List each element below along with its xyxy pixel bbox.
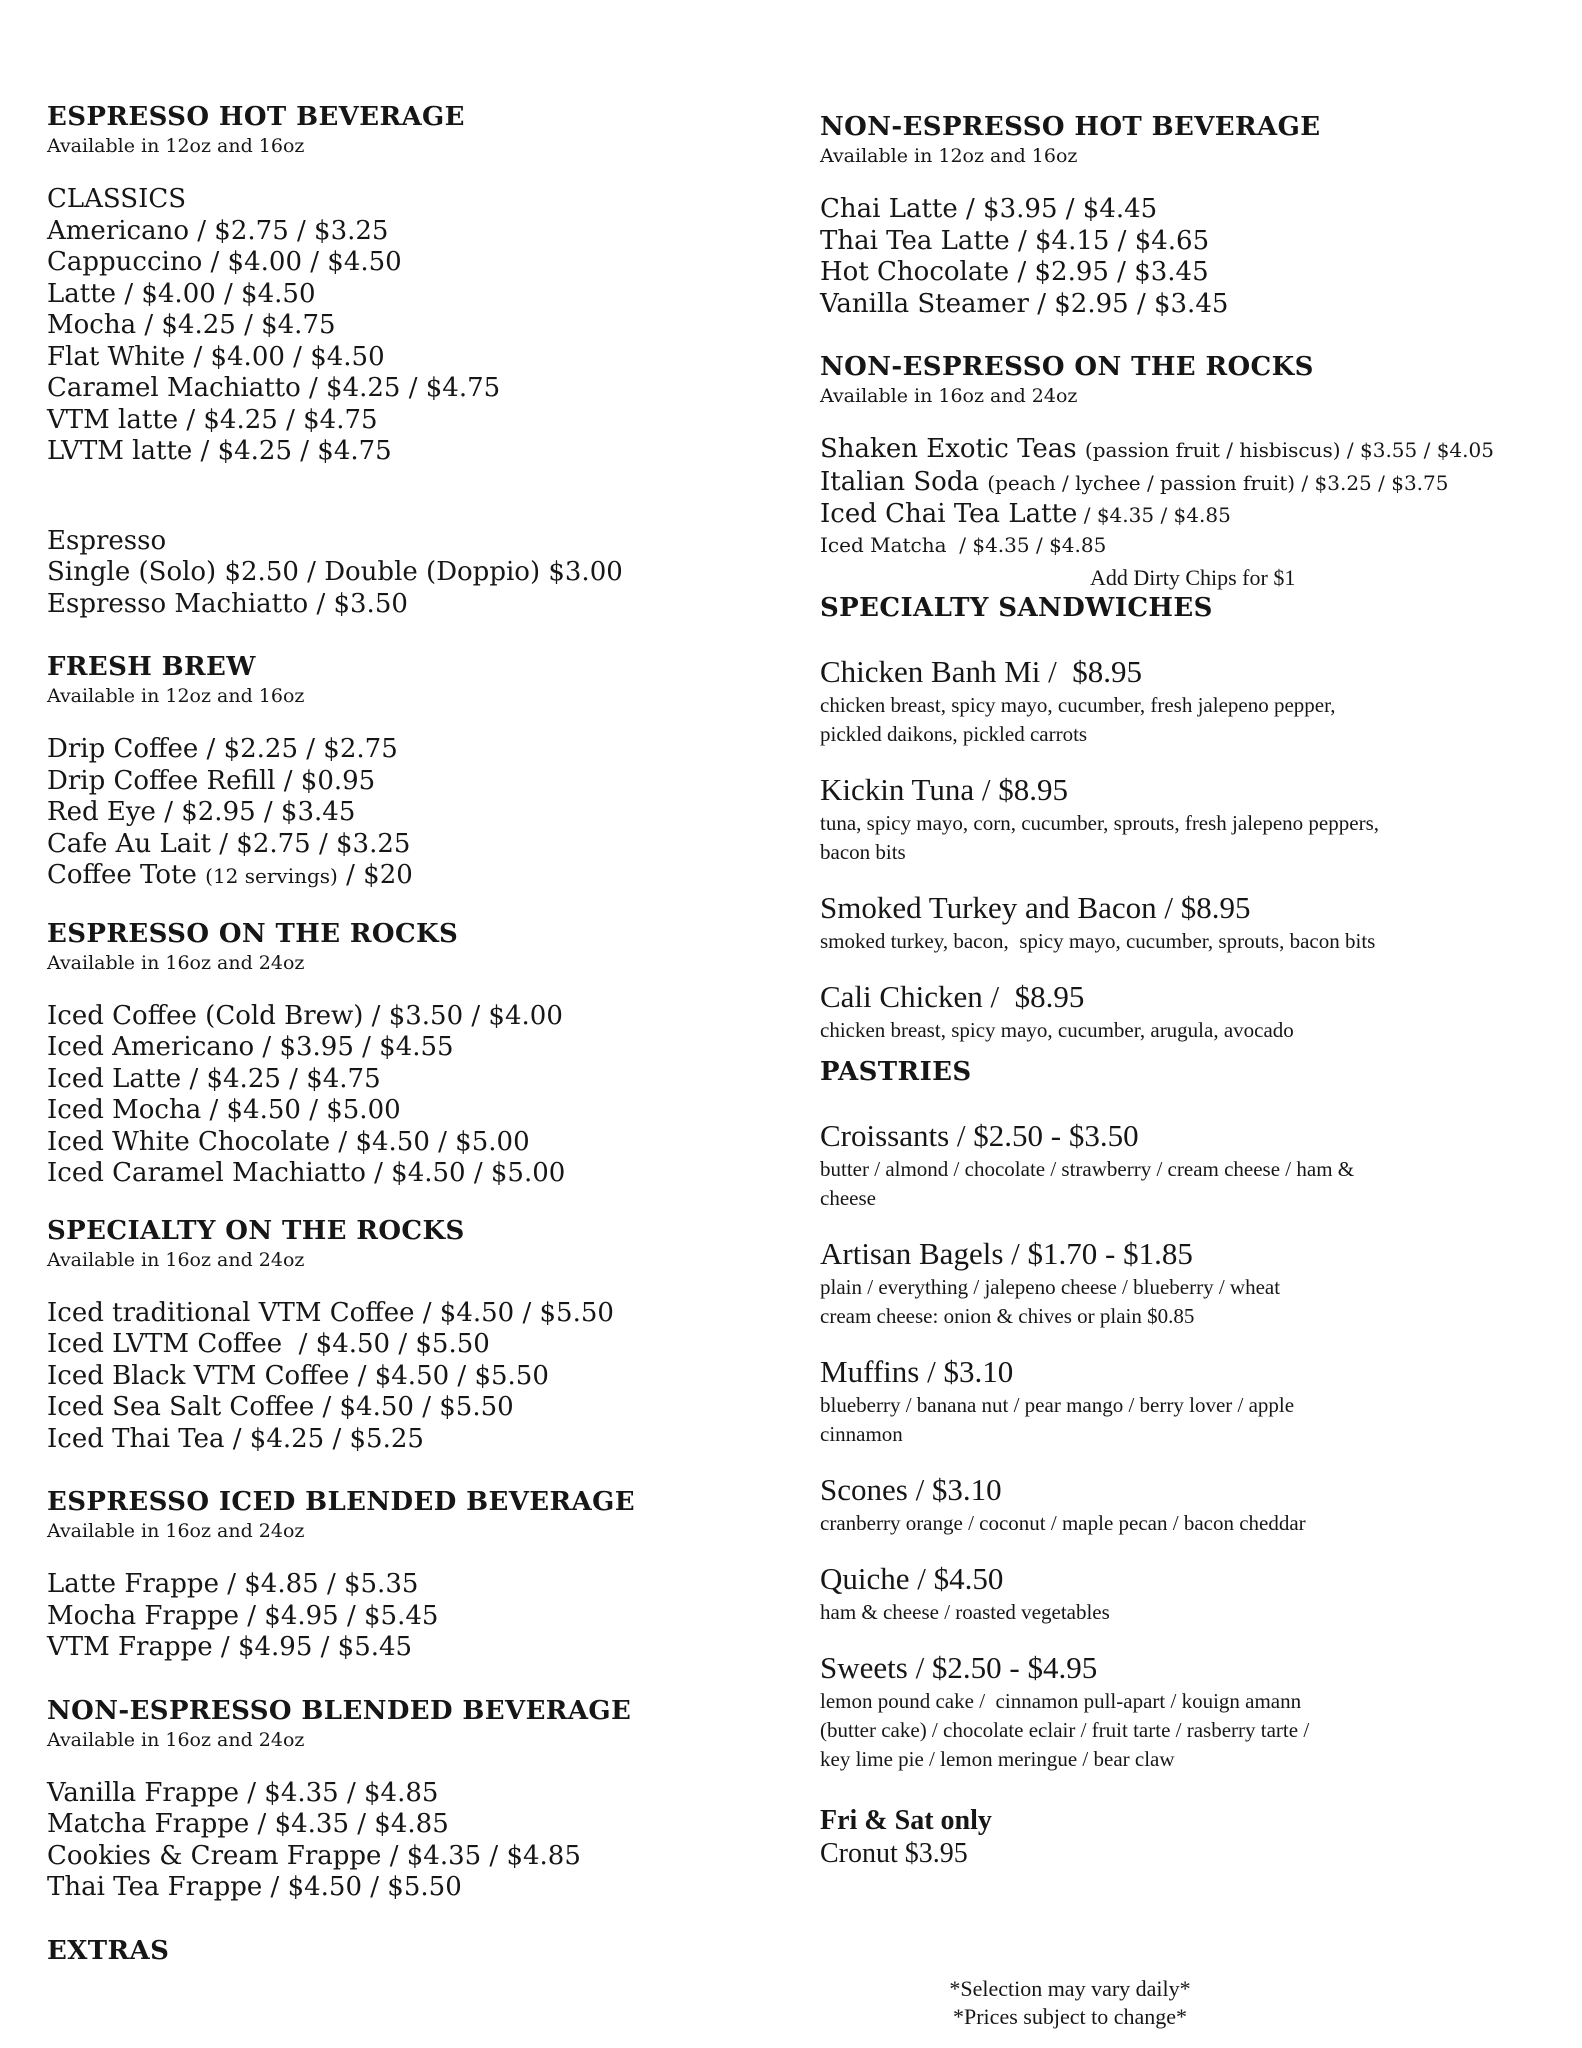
menu-line-text: Cronut $3.95 bbox=[820, 1837, 968, 1869]
menu-line-text: Vanilla Frappe / $4.35 / $4.85 bbox=[47, 1777, 439, 1808]
menu-line bbox=[820, 226, 1540, 258]
section-subtitle: Available in 12oz and 16oz bbox=[47, 685, 305, 707]
menu-section-header bbox=[47, 1216, 737, 1272]
menu-line bbox=[820, 532, 1540, 559]
menu-line-text: Espresso Machiatto / $3.50 bbox=[47, 588, 408, 619]
menu-line-text: Iced traditional VTM Coffee / $4.50 / $5.50 bbox=[47, 1297, 614, 1328]
menu-line-text: Fri & Sat only bbox=[820, 1804, 992, 1836]
menu-line-text: Americano / $2.75 / $3.25 bbox=[47, 215, 389, 246]
menu-line-text: Drip Coffee / $2.25 / $2.75 bbox=[47, 734, 398, 764]
menu-line bbox=[47, 310, 737, 342]
entry-name: Sweets / $2.50 - $4.95 bbox=[820, 1649, 1098, 1685]
menu-line-text: Red Eye / $2.95 / $3.45 bbox=[47, 797, 356, 827]
menu-section-header bbox=[820, 352, 1540, 408]
menu-item-list bbox=[47, 1778, 737, 1904]
menu-line-text: Mocha Frappe / $4.95 / $5.45 bbox=[47, 1600, 439, 1631]
menu-line bbox=[47, 734, 737, 766]
menu-section-header bbox=[820, 1057, 1540, 1087]
menu-line bbox=[47, 1001, 737, 1033]
add-on-note: Add Dirty Chips for $1 bbox=[1090, 564, 1296, 590]
entry-name: Cali Chicken / $8.95 bbox=[820, 978, 1085, 1014]
menu-section-header bbox=[47, 1696, 737, 1752]
menu-line bbox=[47, 860, 737, 893]
section-title: FRESH BREW bbox=[47, 652, 256, 682]
section-title: NON-ESPRESSO BLENDED BEVERAGE bbox=[47, 1695, 632, 1726]
menu-line-text: Cookies & Cream Frappe / $4.35 / $4.85 bbox=[47, 1840, 581, 1871]
menu-line bbox=[47, 526, 737, 558]
menu-line-text: Iced Mocha / $4.50 / $5.00 bbox=[47, 1095, 401, 1125]
section-subtitle: Available in 16oz and 24oz bbox=[47, 1728, 305, 1751]
menu-line-text: Iced Black VTM Coffee / $4.50 / $5.50 bbox=[47, 1360, 549, 1391]
section-subtitle: Available in 16oz and 24oz bbox=[47, 1248, 305, 1271]
menu-line bbox=[47, 1361, 737, 1393]
section-title: EXTRAS bbox=[47, 1935, 170, 1966]
entry-description: blueberry / banana nut / pear mango / berry lover / apple bbox=[820, 1392, 1295, 1417]
menu-line-text: CLASSICS bbox=[47, 184, 187, 214]
entry-description: (butter cake) / chocolate eclair / fruit tarte / rasberry tarte / bbox=[820, 1717, 1310, 1742]
menu-line bbox=[47, 829, 737, 861]
section-title: NON-ESPRESSO ON THE ROCKS bbox=[820, 352, 1314, 382]
entry-name: Kickin Tuna / $8.95 bbox=[820, 771, 1069, 807]
menu-line-text: Espresso bbox=[47, 525, 167, 556]
entry-description: tuna, spicy mayo, corn, cucumber, sprouts, fresh jalepeno peppers, bbox=[820, 810, 1379, 835]
menu-line bbox=[820, 194, 1540, 226]
entry-description: chicken breast, spicy mayo, cucumber, fresh jalepeno pepper, bbox=[820, 692, 1336, 717]
menu-line bbox=[47, 373, 737, 405]
footer-note: *Selection may vary daily* bbox=[949, 1975, 1191, 2001]
menu-section-header bbox=[47, 102, 737, 158]
menu-section-header bbox=[820, 112, 1540, 168]
menu-line-text: Iced Sea Salt Coffee / $4.50 / $5.50 bbox=[47, 1392, 514, 1422]
menu-line bbox=[47, 1841, 737, 1873]
menu-line-text: Chai Latte / $3.95 / $4.45 bbox=[820, 194, 1158, 224]
menu-entry bbox=[820, 1562, 1540, 1625]
menu-item-list bbox=[47, 184, 737, 468]
section-title: PASTRIES bbox=[820, 1056, 972, 1087]
menu-line-text: (peach / lychee / passion fruit) / $3.25 / $3.75 bbox=[987, 470, 1449, 495]
menu-line-text: Cappuccino / $4.00 / $4.50 bbox=[47, 247, 402, 277]
menu-section-header bbox=[820, 593, 1540, 623]
menu-entry bbox=[820, 1473, 1540, 1536]
entry-description: cinnamon bbox=[820, 1421, 903, 1446]
menu-item-list bbox=[47, 1298, 737, 1456]
menu-line bbox=[47, 1064, 737, 1096]
entry-description: cranberry orange / coconut / maple pecan / bacon cheddar bbox=[820, 1510, 1306, 1535]
menu-line-text: Iced Coffee (Cold Brew) / $3.50 / $4.00 bbox=[47, 1000, 563, 1031]
menu-line bbox=[820, 257, 1540, 289]
menu-line bbox=[47, 797, 737, 829]
menu-line-text: Caramel Machiatto / $4.25 / $4.75 bbox=[47, 373, 501, 403]
menu-line-text: VTM latte / $4.25 / $4.75 bbox=[47, 404, 378, 435]
entry-description: cheese bbox=[820, 1185, 876, 1210]
menu-line-text: Mocha / $4.25 / $4.75 bbox=[47, 310, 336, 340]
entry-name: Artisan Bagels / $1.70 - $1.85 bbox=[820, 1235, 1193, 1271]
menu-line bbox=[47, 1392, 737, 1424]
section-title: ESPRESSO ON THE ROCKS bbox=[47, 918, 459, 949]
menu-line bbox=[47, 1809, 737, 1841]
menu-line-text: / $4.35 / $4.85 bbox=[1077, 503, 1231, 527]
entry-description: butter / almond / chocolate / strawberry / cream cheese / ham & bbox=[820, 1156, 1355, 1181]
menu-line-text: Iced Thai Tea / $4.25 / $5.25 bbox=[47, 1423, 424, 1454]
menu-item-list bbox=[47, 1001, 737, 1190]
menu-line bbox=[47, 1127, 737, 1159]
menu-item-list bbox=[47, 526, 737, 621]
menu-line bbox=[47, 342, 737, 374]
menu-line-text: Iced Chai Tea Latte bbox=[820, 499, 1078, 529]
menu-line-text: VTM Frappe / $4.95 / $5.45 bbox=[47, 1632, 413, 1662]
entry-description: smoked turkey, bacon, spicy mayo, cucumber, sprouts, bacon bits bbox=[820, 928, 1376, 953]
menu-line-text: Latte / $4.00 / $4.50 bbox=[47, 278, 316, 309]
menu-line-text: LVTM latte / $4.25 / $4.75 bbox=[47, 436, 392, 466]
menu-item-list bbox=[820, 194, 1540, 320]
menu-column-left bbox=[47, 0, 737, 1966]
menu-line-text: Hot Chocolate / $2.95 / $3.45 bbox=[820, 257, 1209, 287]
entry-name: Scones / $3.10 bbox=[820, 1471, 1002, 1507]
menu-entry bbox=[820, 1237, 1540, 1329]
menu-line bbox=[47, 1329, 737, 1361]
menu-line-text: Flat White / $4.00 / $4.50 bbox=[47, 341, 385, 372]
entry-name: Croissants / $2.50 - $3.50 bbox=[820, 1117, 1139, 1153]
entry-description: lemon pound cake / cinnamon pull-apart / kouign amann bbox=[820, 1688, 1302, 1713]
menu-entry bbox=[820, 773, 1540, 865]
menu-line-text: Coffee Tote bbox=[47, 860, 206, 890]
menu-line-text: Italian Soda bbox=[820, 466, 988, 497]
menu-line bbox=[47, 247, 737, 279]
menu-section-header bbox=[47, 652, 737, 708]
menu-section-header bbox=[47, 1936, 737, 1966]
section-title: SPECIALTY ON THE ROCKS bbox=[47, 1215, 465, 1246]
menu-line bbox=[820, 289, 1540, 321]
menu-entry bbox=[820, 980, 1540, 1043]
menu-item-list bbox=[820, 434, 1540, 559]
menu-line bbox=[47, 216, 737, 248]
menu-line-text: Iced Matcha / $4.35 / $4.85 bbox=[820, 532, 1107, 557]
menu-column-right bbox=[820, 0, 1540, 2031]
menu-line bbox=[47, 1872, 737, 1904]
entry-description: chicken breast, spicy mayo, cucumber, arugula, avocado bbox=[820, 1017, 1294, 1042]
menu-line-text: Drip Coffee Refill / $0.95 bbox=[47, 765, 376, 796]
section-subtitle: Available in 12oz and 16oz bbox=[47, 135, 305, 157]
section-subtitle: Available in 12oz and 16oz bbox=[820, 145, 1078, 167]
menu-line-text: Iced Americano / $3.95 / $4.55 bbox=[47, 1032, 454, 1062]
menu-section-header bbox=[47, 919, 737, 975]
section-title: SPECIALTY SANDWICHES bbox=[820, 592, 1213, 623]
menu-line-text: Iced Caramel Machiatto / $4.50 / $5.00 bbox=[47, 1158, 566, 1188]
entry-name: Chicken Banh Mi / $8.95 bbox=[820, 653, 1143, 689]
entry-description: cream cheese: onion & chives or plain $0.85 bbox=[820, 1303, 1195, 1328]
entry-description: bacon bits bbox=[820, 839, 906, 864]
menu-line-text: Iced White Chocolate / $4.50 / $5.00 bbox=[47, 1126, 530, 1157]
menu-line bbox=[47, 589, 737, 621]
menu-line-text: / $20 bbox=[337, 860, 413, 890]
menu-line bbox=[47, 1158, 737, 1190]
menu-line bbox=[820, 434, 1540, 467]
entry-description: key lime pie / lemon meringue / bear claw bbox=[820, 1746, 1175, 1771]
menu-line bbox=[47, 279, 737, 311]
menu-item-list bbox=[820, 1804, 1540, 1870]
menu-line-text: Shaken Exotic Teas bbox=[820, 434, 1085, 464]
menu-line bbox=[47, 1424, 737, 1456]
section-subtitle: Available in 16oz and 24oz bbox=[820, 385, 1078, 407]
menu-section-header bbox=[47, 1487, 737, 1543]
menu-item-list bbox=[47, 734, 737, 893]
menu-entry bbox=[820, 1651, 1540, 1772]
menu-entry bbox=[820, 655, 1540, 747]
menu-line bbox=[47, 766, 737, 798]
menu-line bbox=[47, 1778, 737, 1810]
menu-line-text: (passion fruit / hisbiscus) / $3.55 / $4.05 bbox=[1084, 438, 1494, 462]
menu-entry bbox=[820, 891, 1540, 954]
menu-line bbox=[820, 467, 1540, 500]
menu-line bbox=[820, 1837, 1540, 1870]
menu-line bbox=[47, 405, 737, 437]
entry-name: Smoked Turkey and Bacon / $8.95 bbox=[820, 889, 1251, 925]
menu-line bbox=[47, 436, 737, 468]
entry-name: Muffins / $3.10 bbox=[820, 1353, 1014, 1389]
section-title: NON-ESPRESSO HOT BEVERAGE bbox=[820, 112, 1321, 142]
section-title: ESPRESSO ICED BLENDED BEVERAGE bbox=[47, 1487, 635, 1517]
menu-line-text: Thai Tea Frappe / $4.50 / $5.50 bbox=[47, 1872, 462, 1902]
entry-name: Quiche / $4.50 bbox=[820, 1560, 1004, 1596]
entry-description: plain / everything / jalepeno cheese / blueberry / wheat bbox=[820, 1274, 1281, 1299]
menu-item-list bbox=[47, 1569, 737, 1664]
menu-line bbox=[47, 1032, 737, 1064]
menu-line-text: (12 servings) bbox=[205, 864, 338, 888]
menu-line-text: Iced Latte / $4.25 / $4.75 bbox=[47, 1063, 381, 1094]
menu-line bbox=[47, 1632, 737, 1664]
footer-note: *Prices subject to change* bbox=[953, 2003, 1187, 2029]
menu-entry bbox=[820, 1355, 1540, 1447]
menu-line bbox=[47, 1298, 737, 1330]
menu-line bbox=[47, 1601, 737, 1633]
menu-line bbox=[47, 184, 737, 216]
menu-entry bbox=[820, 1119, 1540, 1211]
entry-description: ham & cheese / roasted vegetables bbox=[820, 1599, 1110, 1624]
section-title: ESPRESSO HOT BEVERAGE bbox=[47, 102, 465, 132]
menu-line-text: Iced LVTM Coffee / $4.50 / $5.50 bbox=[47, 1329, 490, 1359]
menu-line bbox=[47, 1095, 737, 1127]
menu-line-text: Latte Frappe / $4.85 / $5.35 bbox=[47, 1569, 419, 1599]
section-subtitle: Available in 16oz and 24oz bbox=[47, 951, 305, 974]
menu-line bbox=[820, 1804, 1540, 1837]
menu-line bbox=[47, 557, 737, 589]
menu-line-text: Matcha Frappe / $4.35 / $4.85 bbox=[47, 1809, 449, 1839]
section-subtitle: Available in 16oz and 24oz bbox=[47, 1520, 305, 1542]
menu-line-text: Cafe Au Lait / $2.75 / $3.25 bbox=[47, 828, 411, 859]
entry-description: pickled daikons, pickled carrots bbox=[820, 721, 1088, 746]
menu-line-text: Single (Solo) $2.50 / Double (Doppio) $3.00 bbox=[47, 557, 623, 587]
footer-notes bbox=[820, 1975, 1320, 2031]
menu-line-text: Thai Tea Latte / $4.15 / $4.65 bbox=[820, 225, 1210, 256]
menu-line bbox=[47, 1569, 737, 1601]
menu-line-text: Vanilla Steamer / $2.95 / $3.45 bbox=[820, 288, 1229, 319]
menu-line bbox=[820, 499, 1540, 532]
